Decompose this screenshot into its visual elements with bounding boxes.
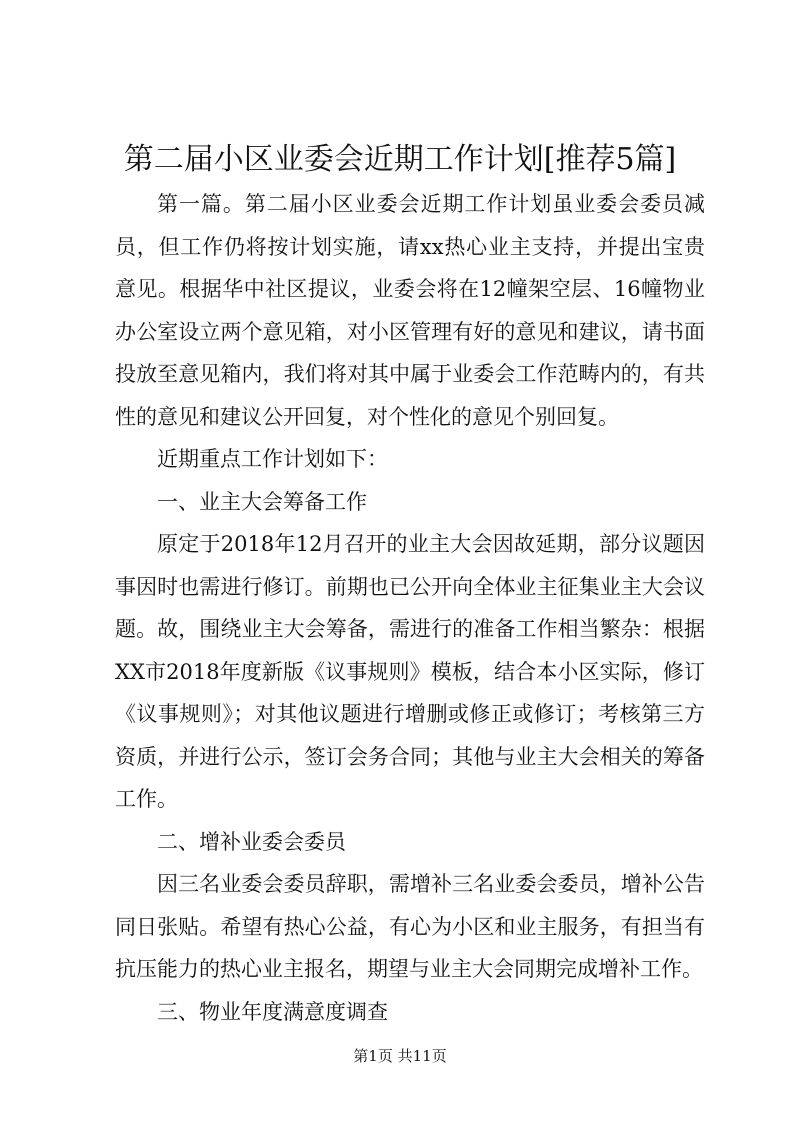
paragraph-intro: 第一篇。第二届小区业委会近期工作计划虽业委会委员减员，但工作仍将按计划实施，请xx热心业主支持，并提出宝贵意见。根据华中社区提议，业委会将在12幢架空层、16幢物业办公室设立两个意见箱，对小区管理有好的意见和建议，请书面投放至意见箱内，我们将对其中属于业委会工作范畴内的，有共性的意见和建议公开回复，对个性化的意见个别回复。 [115, 192, 705, 429]
paragraph-section-2: 因三名业委会委员辞职，需增补三名业委会委员，增补公告同日张贴。希望有热心公益，有心为小区和业主服务，有担当有抗压能力的热心业主报名，期望与业主大会同期完成增补工作。 [115, 872, 705, 981]
section-heading-3: 三、物业年度满意度调查 [157, 999, 388, 1024]
document-body [115, 183, 705, 1033]
paragraph-plan-heading: 近期重点工作计划如下： [157, 447, 388, 471]
page-footer: 第1页 共11页 [353, 1047, 447, 1065]
section-heading-1: 一、业主大会筹备工作 [157, 489, 367, 514]
page-title: 第二届小区业委会近期工作计划[推荐5篇] [123, 142, 677, 177]
section-heading-2: 二、增补业委会委员 [157, 829, 346, 854]
paragraph-section-1: 原定于2018年12月召开的业主大会因故延期，部分议题因事因时也需进行修订。前期也已公开向全体业主征集业主大会议题。故，围绕业主大会筹备，需进行的准备工作相当繁杂：根据XX市2018年度新版《议事规则》模板，结合本小区实际，修订《议事规则》；对其他议题进行增删或修正或修订；考核第三方资质，并进行公示，签订会务合同；其他与业主大会相关的筹备工作。 [115, 532, 705, 811]
